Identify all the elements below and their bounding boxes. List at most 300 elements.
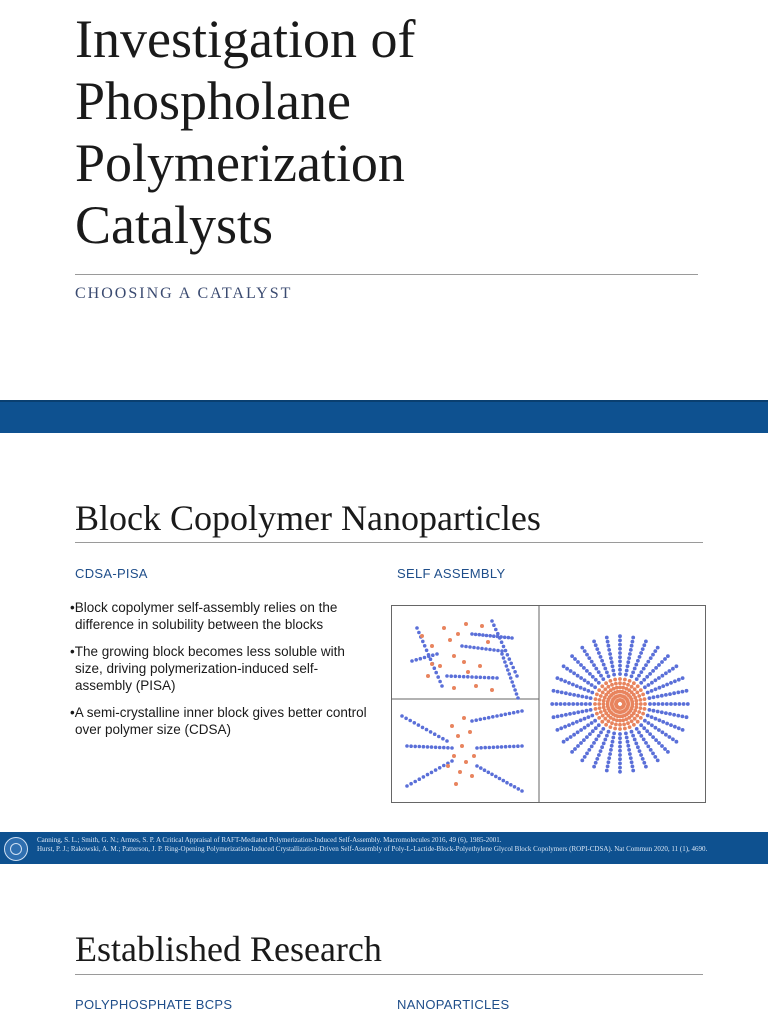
- reference-item: Canning, S. L.; Smith, G. N.; Armes, S. P. A Critical Appraisal of RAFT-Mediated Polymerization-Induced Self-Assembly. Macromolecules 2016, 49 (6), 1985-2001.: [37, 836, 502, 844]
- micelle-core-bead: [626, 683, 630, 687]
- polymer-chain-bead: [458, 675, 462, 679]
- micelle-corona-bead: [669, 723, 673, 727]
- established-research-slide: [0, 864, 768, 1024]
- micelle-corona-bead: [603, 738, 607, 742]
- micelle-corona-bead: [646, 714, 650, 718]
- polymer-chain-bead: [509, 662, 513, 666]
- micelle-corona-bead: [634, 742, 638, 746]
- polymer-chain-bead: [440, 684, 444, 688]
- micelle-corona-bead: [648, 732, 652, 736]
- polymer-chain-bead: [474, 675, 478, 679]
- unimer-dot: [448, 638, 452, 642]
- micelle-corona-bead: [599, 674, 603, 678]
- polymer-chain-bead: [413, 780, 417, 784]
- micelle-core-bead: [597, 716, 601, 720]
- micelle-corona-bead: [587, 748, 591, 752]
- micelle-core-bead: [609, 725, 613, 729]
- micelle-corona-bead: [592, 765, 596, 769]
- micelle-corona-bead: [636, 659, 640, 663]
- micelle-corona-bead: [607, 730, 611, 734]
- micelle-corona-bead: [663, 747, 667, 751]
- micelle-corona-bead: [653, 755, 657, 759]
- micelle-corona-bead: [618, 770, 622, 774]
- micelle-corona-bead: [588, 702, 592, 706]
- micelle-corona-bead: [660, 710, 664, 714]
- polymer-chain-bead: [502, 779, 506, 783]
- polymer-chain-bead: [433, 732, 437, 736]
- micelle-core-bead: [632, 681, 636, 685]
- micelle-corona-bead: [668, 692, 672, 696]
- micelle-corona-bead: [594, 738, 598, 742]
- micelle-corona-bead: [579, 676, 583, 680]
- polymer-chain-bead: [427, 655, 431, 659]
- micelle-corona-bead: [559, 678, 563, 682]
- micelle-corona-bead: [585, 752, 589, 756]
- unimer-dot: [420, 634, 424, 638]
- polymer-chain-bead: [508, 712, 512, 716]
- micelle-core-bead: [609, 679, 613, 683]
- unimer-dot: [490, 688, 494, 692]
- polymer-chain-bead: [516, 696, 520, 700]
- micelle-corona-bead: [618, 655, 622, 659]
- polymer-chain-bead: [508, 672, 512, 676]
- unimer-dot: [426, 674, 430, 678]
- unimer-dot: [430, 662, 434, 666]
- micelle-core-bead: [635, 691, 639, 695]
- micelle-corona-bead: [568, 692, 572, 696]
- polymer-chain-bead: [417, 631, 421, 635]
- polymer-chain-bead: [481, 633, 485, 637]
- polymer-chain-bead: [508, 745, 512, 749]
- micelle-corona-bead: [590, 660, 594, 664]
- micelle-corona-bead: [652, 702, 656, 706]
- micelle-corona-bead: [671, 737, 675, 741]
- polymer-chain-bead: [425, 649, 429, 653]
- polymer-chain-bead: [491, 676, 495, 680]
- micelle-corona-bead: [580, 702, 584, 706]
- polymer-chain-bead: [417, 723, 421, 727]
- micelle-corona-bead: [603, 667, 607, 671]
- micelle-corona-bead: [645, 729, 649, 733]
- micelle-corona-bead: [591, 729, 595, 733]
- polymer-chain-bead: [488, 648, 492, 652]
- micelle-core-bead: [603, 687, 607, 691]
- micelle-corona-bead: [630, 674, 634, 678]
- micelle-corona-bead: [612, 732, 616, 736]
- micelle-corona-bead: [647, 721, 651, 725]
- micelle-corona-bead: [567, 681, 571, 685]
- polymer-chain-bead: [470, 632, 474, 636]
- polymer-chain-bead: [494, 628, 498, 632]
- micelle-core-bead: [613, 727, 617, 731]
- polymer-chain-bead: [479, 746, 483, 750]
- polymer-chain-bead: [510, 636, 514, 640]
- micelle-corona-bead: [618, 757, 622, 761]
- polymer-chain-bead: [492, 634, 496, 638]
- micelle-corona-bead: [590, 721, 594, 725]
- polymer-chain-bead: [470, 675, 474, 679]
- micelle-corona-bead: [609, 656, 613, 660]
- micelle-corona-bead: [661, 684, 665, 688]
- micelle-corona-bead: [618, 660, 622, 664]
- micelle-corona-bead: [572, 693, 576, 697]
- micelle-corona-bead: [642, 678, 646, 682]
- unimer-dot: [452, 754, 456, 758]
- polymer-chain-bead: [430, 771, 434, 775]
- micelle-corona-bead: [583, 755, 587, 759]
- micelle-corona-bead: [677, 726, 681, 730]
- bullet-item: [70, 643, 370, 694]
- micelle-corona-bead: [600, 745, 604, 749]
- micelle-corona-bead: [585, 695, 589, 699]
- micelle-corona-bead: [582, 666, 586, 670]
- polymer-chain-bead: [434, 746, 438, 750]
- micelle-corona-bead: [636, 745, 640, 749]
- micelle-corona-bead: [661, 702, 665, 706]
- micelle-core-bead: [622, 701, 626, 705]
- micelle-corona-bead: [628, 652, 632, 656]
- right-column-heading: SELF ASSEMBLY: [397, 566, 506, 581]
- micelle-corona-bead: [569, 735, 573, 739]
- polymer-chain-bead: [475, 764, 479, 768]
- polymer-chain-bead: [422, 775, 426, 779]
- bullet-text: A semi-crystalline inner block gives better control over polymer size (CDSA): [74, 705, 367, 737]
- micelle-corona-bead: [681, 728, 685, 732]
- micelle-corona-bead: [661, 720, 665, 724]
- micelle-corona-bead: [651, 653, 655, 657]
- micelle-core-bead: [626, 721, 630, 725]
- micelle-corona-bead: [639, 753, 643, 757]
- micelle-corona-bead: [631, 640, 635, 644]
- micelle-corona-bead: [607, 756, 611, 760]
- micelle-corona-bead: [583, 687, 587, 691]
- micelle-corona-bead: [643, 719, 647, 723]
- micelle-corona-bead: [624, 673, 628, 677]
- micelle-corona-bead: [567, 723, 571, 727]
- micelle-corona-bead: [594, 761, 598, 765]
- micelle-corona-bead: [676, 714, 680, 718]
- micelle-corona-bead: [676, 691, 680, 695]
- polymer-chain-bead: [425, 728, 429, 732]
- micelle-corona-bead: [642, 667, 646, 671]
- polymer-chain-bead: [414, 658, 418, 662]
- polymer-chain-bead: [446, 746, 450, 750]
- micelle-corona-bead: [605, 636, 609, 640]
- micelle-corona-bead: [661, 730, 665, 734]
- polymer-chain-bead: [426, 745, 430, 749]
- micelle-corona-bead: [612, 673, 616, 677]
- micelle-core-bead: [595, 693, 599, 697]
- micelle-corona-bead: [639, 681, 643, 685]
- micelle-corona-bead: [611, 669, 615, 673]
- micelle-core-bead: [599, 710, 603, 714]
- polymer-chain-bead: [513, 670, 517, 674]
- unimer-dot: [446, 764, 450, 768]
- micelle-corona-bead: [593, 719, 597, 723]
- micelle-corona-bead: [618, 647, 622, 651]
- micelle-corona-bead: [631, 734, 635, 738]
- polymer-chain-bead: [466, 675, 470, 679]
- micelle-corona-bead: [654, 687, 658, 691]
- polymer-chain-bead: [410, 659, 414, 663]
- unimer-dot: [470, 774, 474, 778]
- micelle-corona-bead: [611, 664, 615, 668]
- micelle-corona-bead: [673, 679, 677, 683]
- micelle-corona-bead: [605, 769, 609, 773]
- micelle-corona-bead: [651, 752, 655, 756]
- polymer-chain-bead: [422, 745, 426, 749]
- unimer-dot: [478, 664, 482, 668]
- micelle-core-bead: [639, 716, 643, 720]
- polymer-chain-bead: [418, 745, 422, 749]
- polymer-chain-bead: [512, 711, 516, 715]
- micelle-corona-bead: [646, 691, 650, 695]
- micelle-corona-bead: [650, 689, 654, 693]
- slide-separator-bar: [0, 400, 768, 433]
- micelle-corona-bead: [563, 725, 567, 729]
- micelle-corona-bead: [672, 691, 676, 695]
- micelle-corona-bead: [580, 710, 584, 714]
- reference-bar: [0, 832, 768, 864]
- polymer-chain-bead: [468, 645, 472, 649]
- polymer-chain-bead: [504, 745, 508, 749]
- micelle-corona-bead: [602, 742, 606, 746]
- micelle-corona-bead: [595, 647, 599, 651]
- micelle-corona-bead: [594, 643, 598, 647]
- micelle-corona-bead: [685, 689, 689, 693]
- micelle-corona-bead: [594, 667, 598, 671]
- polymer-chain-bead: [495, 676, 499, 680]
- polymer-chain-bead: [490, 619, 494, 623]
- micelle-corona-bead: [560, 691, 564, 695]
- polymer-chain-bead: [506, 668, 510, 672]
- micelle-corona-bead: [643, 685, 647, 689]
- micelle-corona-bead: [563, 679, 567, 683]
- left-column-heading: POLYPHOSPHATE BCPS: [75, 997, 233, 1012]
- reference-list: [37, 836, 763, 854]
- micelle-corona-bead: [627, 748, 631, 752]
- micelle-corona-bead: [580, 646, 584, 650]
- unimer-dot: [486, 640, 490, 644]
- polymer-chain-bead: [437, 735, 441, 739]
- micelle-core-bead: [636, 720, 640, 724]
- micelle-corona-bead: [597, 681, 601, 685]
- micelle-corona-bead: [610, 660, 614, 664]
- micelle-corona-bead: [559, 702, 563, 706]
- polymer-chain-bead: [405, 744, 409, 748]
- micelle-corona-bead: [618, 741, 622, 745]
- micelle-corona-bead: [579, 663, 583, 667]
- micelle-core-bead: [604, 681, 608, 685]
- micelle-corona-bead: [685, 715, 689, 719]
- polymer-chain-bead: [507, 636, 511, 640]
- micelle-corona-bead: [654, 666, 658, 670]
- polymer-chain-bead: [504, 649, 508, 653]
- micelle-core-bead: [610, 721, 614, 725]
- polymer-chain-bead: [515, 692, 519, 696]
- micelle-core-bead: [637, 694, 641, 698]
- polymer-chain-bead: [502, 645, 506, 649]
- reference-item: Hurst, P. J.; Rakowski, A. M.; Patterson, J. P. Ring-Opening Polymerization-Induced Crystallization-Driven Self-Assembly of Poly-L-Lactide-Block-Polyethylene Glycol Block Copolymers (ROPI-CDSA). Nat Commun 2020, 11 (1), 4690.: [37, 845, 708, 853]
- micelle-corona-bead: [585, 709, 589, 713]
- micelle-core-bead: [603, 717, 607, 721]
- micelle-corona-bead: [610, 744, 614, 748]
- unimer-dot: [462, 716, 466, 720]
- micelle-corona-bead: [656, 759, 660, 763]
- micelle-corona-bead: [668, 735, 672, 739]
- micelle-corona-bead: [626, 660, 630, 664]
- micelle-corona-bead: [599, 731, 603, 735]
- bullet-item: [70, 599, 370, 633]
- unimer-dot: [468, 730, 472, 734]
- unimer-dot: [452, 654, 456, 658]
- polymer-chain-bead: [505, 664, 509, 668]
- micelle-core-bead: [622, 723, 626, 727]
- micelle-corona-bead: [672, 713, 676, 717]
- micelle-core-bead: [639, 688, 643, 692]
- micelle-corona-bead: [666, 750, 670, 754]
- micelle-corona-bead: [568, 712, 572, 716]
- figure-particles: [400, 619, 689, 793]
- micelle-core-bead: [599, 694, 603, 698]
- polymer-chain-bead: [433, 666, 437, 670]
- polymer-chain-bead: [503, 636, 507, 640]
- micelle-corona-bead: [576, 660, 580, 664]
- unimer-dot: [460, 744, 464, 748]
- micelle-corona-bead: [633, 738, 637, 742]
- micelle-core-bead: [614, 682, 618, 686]
- polymer-chain-bead: [500, 640, 504, 644]
- micelle-corona-bead: [618, 672, 622, 676]
- polymer-chain-bead: [470, 719, 474, 723]
- micelle-corona-bead: [576, 744, 580, 748]
- presentation-subtitle: CHOOSING A CATALYST: [75, 285, 293, 302]
- micelle-corona-bead: [657, 663, 661, 667]
- micelle-corona-bead: [611, 740, 615, 744]
- title-line: Polymerization: [75, 133, 405, 193]
- micelle-core-bead: [597, 702, 601, 706]
- micelle-corona-bead: [618, 749, 622, 753]
- micelle-core-bead: [626, 701, 630, 705]
- micelle-corona-bead: [575, 684, 579, 688]
- polymer-chain-bead: [450, 759, 454, 763]
- micelle-corona-bead: [611, 736, 615, 740]
- polymer-chain-bead: [464, 645, 468, 649]
- micelle-corona-bead: [618, 639, 622, 643]
- micelle-corona-bead: [626, 740, 630, 744]
- micelle-corona-bead: [580, 695, 584, 699]
- polymer-chain-bead: [515, 674, 519, 678]
- block-copolymer-slide: [0, 433, 768, 832]
- micelle-corona-bead: [585, 735, 589, 739]
- micelle-corona-bead: [627, 656, 631, 660]
- micelle-corona-bead: [590, 745, 594, 749]
- micelle-corona-bead: [590, 691, 594, 695]
- micelle-corona-bead: [599, 655, 603, 659]
- micelle-corona-bead: [584, 702, 588, 706]
- micelle-corona-bead: [552, 715, 556, 719]
- micelle-corona-bead: [638, 749, 642, 753]
- micelle-corona-bead: [657, 741, 661, 745]
- unimer-dot: [456, 632, 460, 636]
- micelle-corona-bead: [641, 647, 645, 651]
- micelle-corona-bead: [631, 636, 635, 640]
- micelle-corona-bead: [573, 657, 577, 661]
- micelle-corona-bead: [637, 731, 641, 735]
- micelle-corona-bead: [587, 656, 591, 660]
- micelle-corona-bead: [681, 690, 685, 694]
- micelle-core-bead: [634, 699, 638, 703]
- micelle-corona-bead: [652, 695, 656, 699]
- micelle-corona-bead: [633, 667, 637, 671]
- micelle-corona-bead: [618, 762, 622, 766]
- unimer-dot: [430, 644, 434, 648]
- polymer-chain-bead: [510, 680, 514, 684]
- micelle-core-bead: [614, 723, 618, 727]
- micelle-corona-bead: [642, 761, 646, 765]
- micelle-core-bead: [623, 678, 627, 682]
- micelle-corona-bead: [593, 685, 597, 689]
- micelle-corona-bead: [665, 683, 669, 687]
- bullet-text: Block copolymer self-assembly relies on the difference in solubility between the blocks: [74, 600, 338, 632]
- micelle-corona-bead: [657, 728, 661, 732]
- micelle-corona-bead: [565, 667, 569, 671]
- unimer-dot: [464, 760, 468, 764]
- micelle-corona-bead: [656, 646, 660, 650]
- micelle-corona-bead: [630, 760, 634, 764]
- micelle-corona-bead: [629, 756, 633, 760]
- micelle-corona-bead: [576, 702, 580, 706]
- micelle-core-bead: [595, 712, 599, 716]
- micelle-corona-bead: [634, 663, 638, 667]
- unimer-dot: [438, 664, 442, 668]
- micelle-corona-bead: [677, 678, 681, 682]
- polymer-chain-bead: [476, 646, 480, 650]
- micelle-corona-bead: [607, 760, 611, 764]
- micelle-core-bead: [628, 679, 632, 683]
- micelle-corona-bead: [669, 702, 673, 706]
- micelle-corona-bead: [587, 715, 591, 719]
- micelle-corona-bead: [618, 668, 622, 672]
- polymer-chain-bead: [516, 744, 520, 748]
- slide-title: Established Research: [75, 929, 382, 969]
- micelle-corona-bead: [651, 735, 655, 739]
- micelle-corona-bead: [642, 643, 646, 647]
- micelle-corona-bead: [654, 726, 658, 730]
- micelle-corona-bead: [595, 757, 599, 761]
- micelle-core-bead: [618, 681, 622, 685]
- micelle-corona-bead: [681, 676, 685, 680]
- polymer-chain-bead: [498, 777, 502, 781]
- micelle-corona-bead: [656, 695, 660, 699]
- micelle-core-bead: [643, 707, 647, 711]
- micelle-core-bead: [639, 698, 643, 702]
- micelle-corona-bead: [668, 669, 672, 673]
- polymer-chain-bead: [502, 656, 506, 660]
- micelle-corona-bead: [589, 696, 593, 700]
- unimer-dot: [464, 622, 468, 626]
- micelle-core-bead: [618, 727, 622, 731]
- micelle-corona-bead: [571, 702, 575, 706]
- polymer-chain-bead: [442, 764, 446, 768]
- micelle-corona-bead: [556, 676, 560, 680]
- micelle-corona-bead: [641, 757, 645, 761]
- micelle-corona-bead: [550, 702, 554, 706]
- micelle-core-bead: [613, 678, 617, 682]
- polymer-chain-bead: [503, 660, 507, 664]
- bullet-glyph: •: [70, 705, 75, 720]
- micelle-corona-bead: [618, 745, 622, 749]
